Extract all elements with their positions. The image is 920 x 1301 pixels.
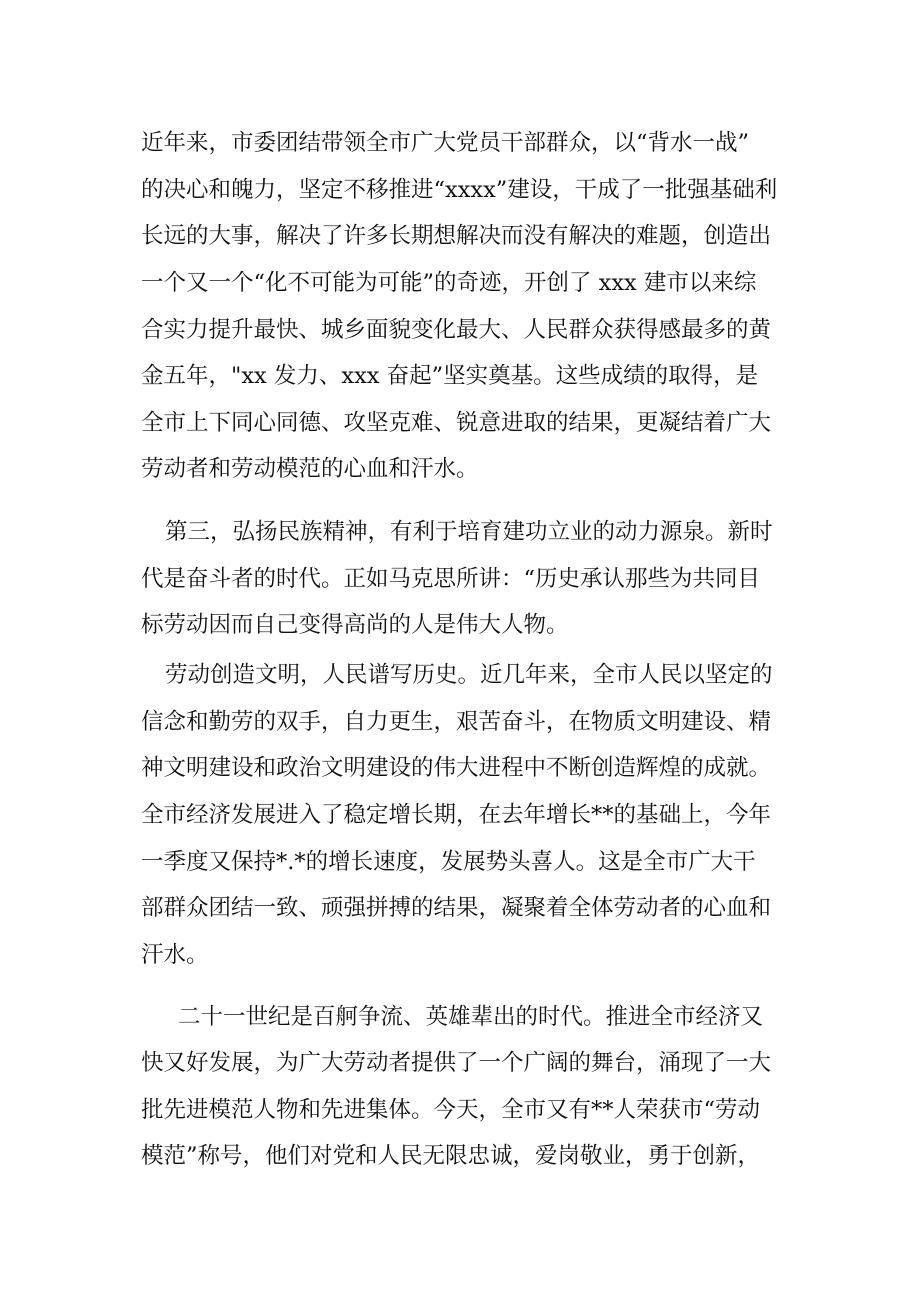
paragraph-2-line-2: 代是奋斗者的时代。正如马克思所讲：“历史承认那些为共同目 <box>141 566 761 592</box>
paragraph-1-line-4: 一个又一个“化不可能为可能”的奇迹，开创了 xxx 建市以来综 <box>141 270 757 296</box>
paragraph-3-line-3: 神文明建设和政治文明建设的伟大进程中不断创造辉煌的成就。 <box>141 755 772 781</box>
paragraph-1-line-2: 的决心和魄力，坚定不移推进“xxxx”建设，干成了一批强基础利 <box>141 177 778 203</box>
paragraph-3-line-5: 一季度又保持*.*的增长速度，发展势头喜人。这是全市广大干 <box>141 849 756 875</box>
paragraph-4-line-1: 二十一世纪是百舸争流、英雄辈出的时代。推进全市经济又 <box>178 1004 764 1030</box>
paragraph-3-line-7: 汗水。 <box>141 942 209 968</box>
paragraph-1-line-3: 长远的大事，解决了许多长期想解决而没有解决的难题，创造出 <box>141 223 772 249</box>
paragraph-1-line-6: 金五年，"xx 发力、xxx 奋起”坚实奠基。这些成绩的取得，是 <box>141 363 759 389</box>
paragraph-1-line-7: 全市上下同心同德、攻坚克难、锐意进取的结果，更凝结着广大 <box>141 410 772 436</box>
paragraph-3-line-2: 信念和勤劳的双手，自力更生，艰苦奋斗，在物质文明建设、精 <box>141 709 772 735</box>
paragraph-2-line-3: 标劳动因而自己变得高尚的人是伟大人物。 <box>141 612 569 638</box>
paragraph-1-line-1: 近年来，市委团结带领全市广大党员干部群众，以“背水一战” <box>141 130 750 156</box>
paragraph-3-line-6: 部群众团结一致、顽强拼搏的结果，凝聚着全体劳动者的心血和 <box>141 895 772 921</box>
paragraph-2-line-1: 第三，弘扬民族精神，有利于培育建功立业的动力源泉。新时 <box>165 519 773 545</box>
paragraph-1-line-5: 合实力提升最快、城乡面貌变化最大、人民群众获得感最多的黄 <box>141 317 772 343</box>
paragraph-3-line-4: 全市经济发展进入了稳定增长期，在去年增长**的基础上，今年 <box>141 802 772 828</box>
paragraph-4-line-4: 模范”称号，他们对党和人民无限忠诚，爱岗敬业，勇于创新， <box>141 1143 761 1169</box>
paragraph-3-line-1: 劳动创造文明，人民谱写历史。近几年来，全市人民以坚定的 <box>165 662 773 688</box>
paragraph-1-line-8: 劳动者和劳动模范的心血和汗水。 <box>141 456 479 482</box>
paragraph-4-line-2: 快又好发展，为广大劳动者提供了一个广阔的舞台，涌现了一大 <box>141 1050 772 1076</box>
paragraph-4-line-3: 批先进模范人物和先进集体。今天，全市又有**人荣获市“劳动 <box>141 1097 761 1123</box>
